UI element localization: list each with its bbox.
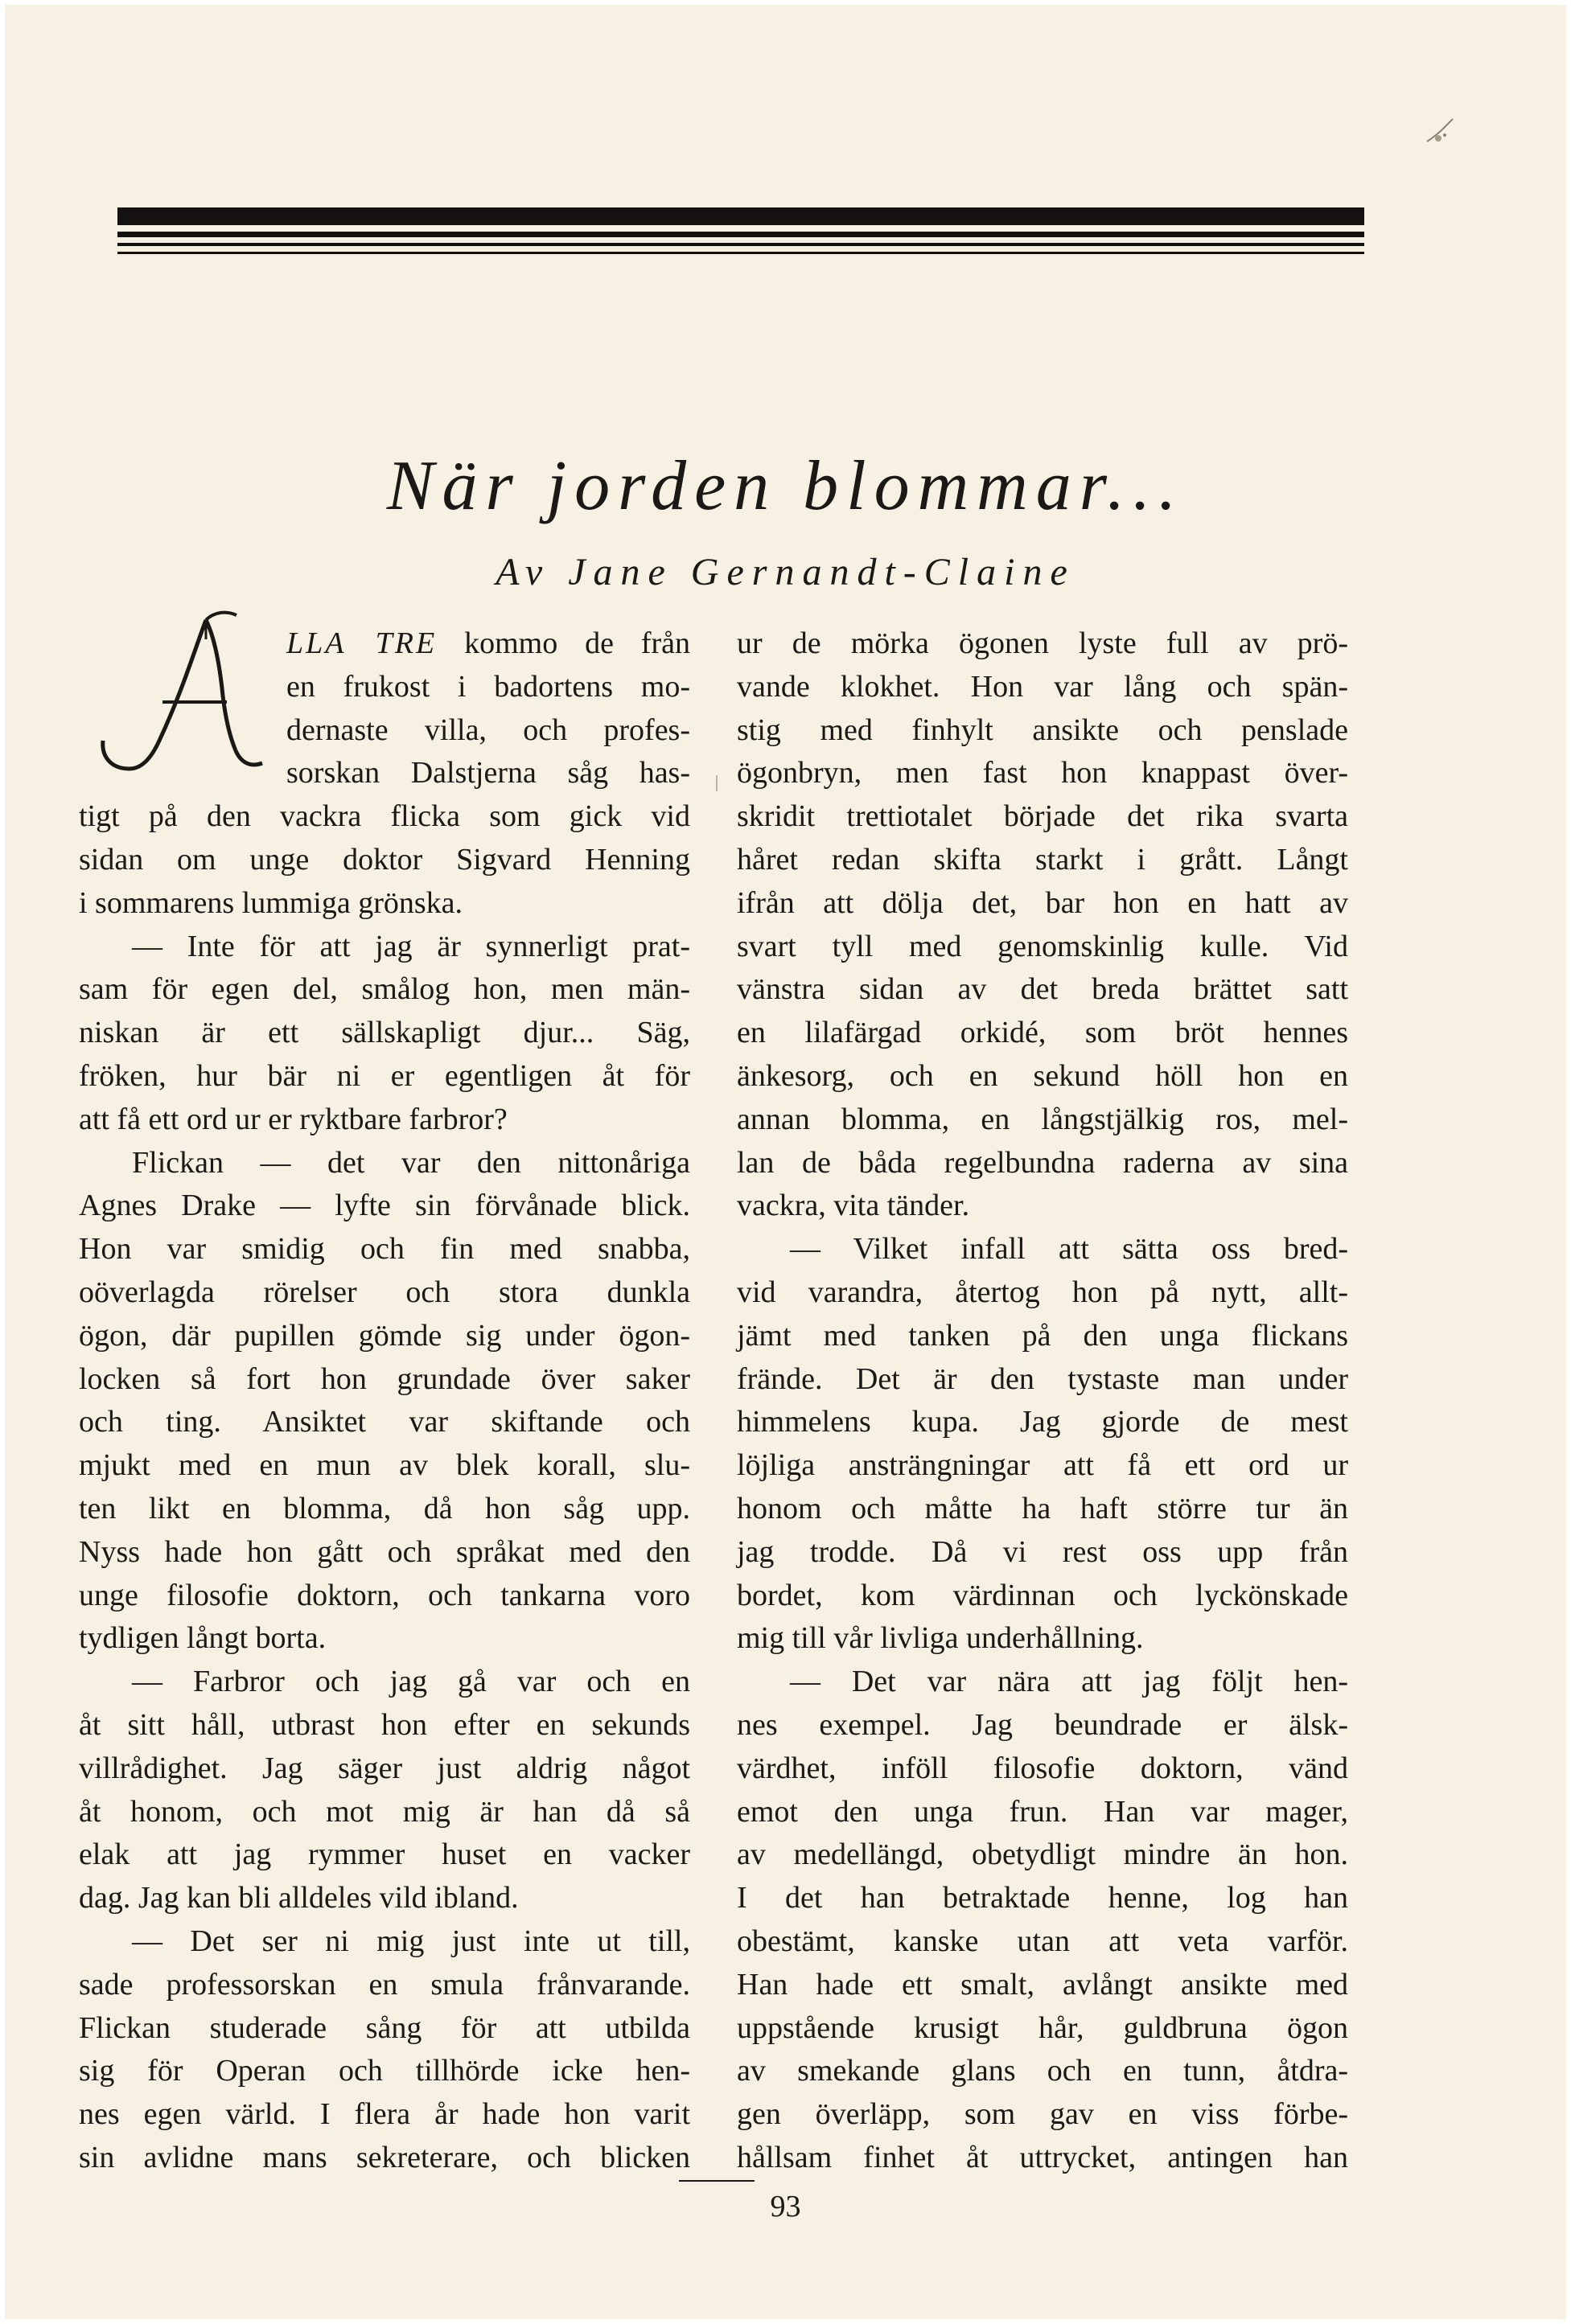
right-column-line: av smekande glans och en tunn, åtdra- xyxy=(737,2054,1348,2088)
left-column-line: Agnes Drake — lyfte sin förvånade blick. xyxy=(79,1189,690,1223)
right-column-line: uppstående krusigt hår, guldbruna ögon xyxy=(737,2010,1348,2045)
left-column-line: och ting. Ansiktet var skiftande och xyxy=(79,1405,690,1439)
left-column xyxy=(79,622,690,2180)
folio-rule xyxy=(679,2180,755,2182)
left-column-line xyxy=(79,622,690,666)
left-column-line: att få ett ord ur er ryktbare farbror? xyxy=(79,1102,508,1136)
left-column-line: locken så fort hon grundade över saker xyxy=(79,1361,690,1396)
right-column-line: — Vilket infall att sätta oss bred- xyxy=(790,1232,1348,1267)
left-column-line: villrådighet. Jag säger just aldrig något xyxy=(79,1751,690,1785)
right-column-line: ur de mörka ögonen lyste full av prö- xyxy=(737,626,1348,660)
mid-rule xyxy=(117,232,1364,237)
right-column-line: skridit trettiotalet började det rika svarta xyxy=(737,799,1348,834)
left-column-line: Flickan studerade sång för att utbilda xyxy=(79,2010,690,2045)
left-column-line: sig för Operan och tillhörde icke hen- xyxy=(79,2054,690,2088)
right-column-line: gen överläpp, som gav en viss förbe- xyxy=(737,2097,1348,2132)
page-number: 93 xyxy=(770,2190,801,2223)
right-column-line: värdhet, inföll filosofie doktorn, vänd xyxy=(737,1751,1348,1785)
right-column xyxy=(737,622,1348,2180)
ink-speck-decoration xyxy=(1421,117,1458,150)
right-column-line: lan de båda regelbundna raderna av sina xyxy=(737,1145,1348,1180)
right-column-line: ifrån att dölja det, bar hon en hatt av xyxy=(737,885,1348,920)
right-column-line: frände. Det är den tystaste man under xyxy=(737,1361,1348,1396)
left-column-line: mjukt med en mun av blek korall, slu- xyxy=(79,1448,690,1483)
left-column-line: sade professorskan en smula frånvarande. xyxy=(79,1967,690,2002)
bottom-rule xyxy=(117,252,1364,254)
left-column-line: niskan är ett sällskapligt djur... Säg, xyxy=(79,1016,690,1050)
header-rule-ornament xyxy=(117,207,1364,272)
left-column-line: unge filosofie doktorn, och tankarna voro xyxy=(79,1578,690,1612)
right-column-line: honom och måtte ha haft större tur än xyxy=(737,1491,1348,1525)
left-column-line: oöverlagda rörelser och stora dunkla xyxy=(79,1275,690,1309)
left-column-line: — Inte för att jag är synnerligt prat- xyxy=(132,929,690,963)
left-column-line: sorskan Dalstjerna såg has- xyxy=(286,756,690,790)
right-column-line: vid varandra, återtog hon på nytt, allt- xyxy=(737,1275,1348,1309)
left-column-line: ten likt en blomma, då hon såg upp. xyxy=(79,1491,690,1525)
left-column-line: åt sitt håll, utbrast hon efter en sekunds xyxy=(79,1707,690,1742)
left-column-line: tigt på den vackra flicka som gick vid xyxy=(79,799,690,834)
left-column-line-text: kommo de från xyxy=(464,626,691,660)
left-column-line: dernaste villa, och profes- xyxy=(286,712,690,747)
left-column-line: ögon, där pupillen gömde sig under ögon- xyxy=(79,1318,690,1353)
left-column-line: sidan om unge doktor Sigvard Henning xyxy=(79,842,690,877)
left-column-line: dag. Jag kan bli alldeles vild ibland. xyxy=(79,1881,519,1915)
article-byline: Av Jane Gernandt-Claine xyxy=(496,551,1075,593)
margin-mark xyxy=(716,775,718,791)
left-column-line: en frukost i badortens mo- xyxy=(286,669,690,704)
dropcap-small-caps: LLA TRE xyxy=(286,626,438,660)
right-column-line: svart tyll med genomskinlig kulle. Vid xyxy=(737,929,1348,963)
right-column-line: löjliga ansträngningar att få ett ord ur xyxy=(737,1448,1348,1483)
left-column-line: sin avlidne mans sekreterare, och blicken xyxy=(79,2140,690,2174)
left-column-line: — Det ser ni mig just inte ut till, xyxy=(132,1924,690,1958)
right-column-line: håret redan skifta starkt i grått. Långt xyxy=(737,842,1348,877)
left-column-line: fröken, hur bär ni er egentligen åt för xyxy=(79,1058,690,1093)
article-title: När jorden blommar... xyxy=(386,447,1185,525)
left-column-line: — Farbror och jag gå var och en xyxy=(132,1665,690,1699)
right-column-line: I det han betraktade henne, log han xyxy=(737,1881,1348,1915)
right-column-line: annan blomma, en långstjälkig ros, mel- xyxy=(737,1102,1348,1136)
left-column-line: tydligen långt borta. xyxy=(79,1621,327,1656)
right-column-line: änkesorg, och en sekund höll hon en xyxy=(737,1058,1348,1093)
right-column-line: mig till vår livliga underhållning. xyxy=(737,1621,1144,1656)
right-column-line: nes exempel. Jag beundrade er älsk- xyxy=(737,1707,1348,1742)
right-column-line: obestämt, kanske utan att veta varför. xyxy=(737,1924,1348,1958)
right-column-line: av medellängd, obetydligt mindre än hon. xyxy=(737,1837,1348,1872)
right-column-line: vänstra sidan av det breda brättet satt xyxy=(737,972,1348,1007)
left-column-line: elak att jag rymmer huset en vacker xyxy=(79,1837,690,1872)
left-column-line: nes egen värld. I flera år hade hon varit xyxy=(79,2097,690,2132)
right-column-line: en lilafärgad orkidé, som bröt hennes xyxy=(737,1016,1348,1050)
right-column-line: vackra, vita tänder. xyxy=(737,1189,970,1223)
right-column-line: — Det var nära att jag följt hen- xyxy=(790,1665,1348,1699)
page xyxy=(5,5,1566,2319)
right-column-line: himmelens kupa. Jag gjorde de mest xyxy=(737,1405,1348,1439)
left-column-line: sam för egen del, smålog hon, men män- xyxy=(79,972,690,1007)
right-column-line: bordet, kom värdinnan och lyckönskade xyxy=(737,1578,1348,1612)
right-column-line: vande klokhet. Hon var lång och spän- xyxy=(737,669,1348,704)
right-column-line: jämt med tanken på den unga flickans xyxy=(737,1318,1348,1353)
left-column-line: Hon var smidig och fin med snabba, xyxy=(79,1232,690,1267)
right-column-line: Han hade ett smalt, avlångt ansikte med xyxy=(737,1967,1348,2002)
right-column-line: emot den unga frun. Han var mager, xyxy=(737,1794,1348,1829)
right-column-line: jag trodde. Då vi rest oss upp från xyxy=(737,1534,1348,1569)
right-column-line: ögonbryn, men fast hon knappast över- xyxy=(737,756,1348,790)
thin-rule xyxy=(117,243,1364,246)
right-column-line: hållsam finhet åt uttrycket, antingen han xyxy=(737,2140,1348,2174)
right-column-line: stig med finhylt ansikte och penslade xyxy=(737,712,1348,747)
thick-rule xyxy=(117,207,1364,225)
left-column-line: i sommarens lummiga grönska. xyxy=(79,885,463,920)
left-column-line: Nyss hade hon gått och språkat med den xyxy=(79,1534,690,1569)
left-column-line: Flickan — det var den nittonåriga xyxy=(132,1145,690,1180)
left-column-line: åt honom, och mot mig är han då så xyxy=(79,1794,690,1829)
